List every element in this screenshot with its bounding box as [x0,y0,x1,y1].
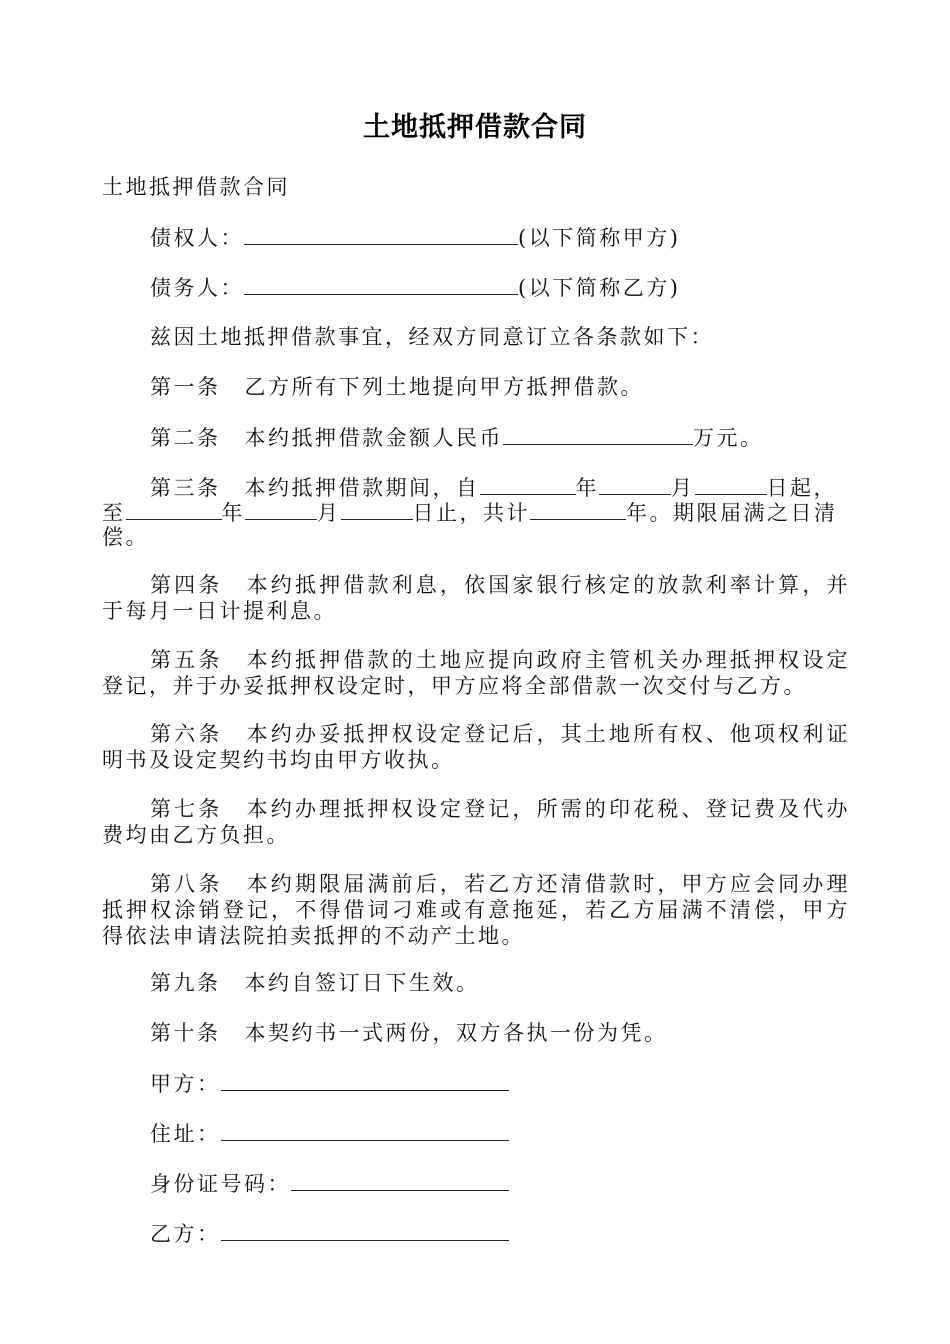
article-5: 第五条 本约抵押借款的土地应提向政府主管机关办理抵押权设定登记，并于办妥抵押权设定时，甲方应将全部借款一次交付与乙方。 [102,648,850,698]
address-label: 住址： [150,1122,221,1146]
article-10 [150,1020,850,1046]
creditor-label: 债权人： [150,226,244,250]
party-b-label: 乙方： [150,1222,221,1246]
end-day-blank[interactable] [341,499,413,520]
debtor-line [150,274,850,301]
article-4: 第四条 本约抵押借款利息，依国家银行核定的放款利率计算，并于每月一日计提利息。 [102,573,850,623]
creditor-suffix: (以下简称甲方) [518,226,681,250]
debtor-label: 债务人： [150,276,244,300]
article-2-text: 本约抵押借款金额人民币 [244,426,503,450]
start-month-blank[interactable] [599,474,671,495]
article-7: 第七条 本约办理抵押权设定登记，所需的印花税、登记费及代办费均由乙方负担。 [102,797,850,847]
creditor-blank[interactable] [244,224,518,245]
end-month-blank[interactable] [245,499,317,520]
article-3-text: 本约抵押借款期间，自 [244,476,480,500]
article-1-text: 乙方所有下列土地提向甲方抵押借款。 [244,375,644,399]
article-9-text: 本约自签订日下生效。 [244,971,480,995]
document-title: 土地抵押借款合同 [363,112,587,143]
article-2 [150,424,850,451]
article-3-year: 年 [575,476,599,500]
article-2-unit: 万元。 [693,426,764,450]
creditor-line [150,224,850,251]
party-a-line [150,1070,850,1097]
article-1-number: 第一条 [150,375,221,399]
id-number-blank[interactable] [291,1170,509,1191]
article-3-line-3: 偿。 [102,525,149,549]
debtor-blank[interactable] [244,274,518,295]
document-subtitle: 土地抵押借款合同 [102,175,290,199]
article-10-text: 本契约书一式两份，双方各执一份为凭。 [244,1021,668,1045]
article-9 [150,970,850,996]
party-b-blank[interactable] [221,1220,509,1241]
debtor-suffix: (以下简称乙方) [518,276,681,300]
end-year-blank[interactable] [126,499,222,520]
intro-text: 兹因土地抵押借款事宜，经双方同意订立各条款如下： [150,325,714,349]
article-3-to: 至 [102,501,126,525]
address-blank[interactable] [221,1120,509,1141]
article-9-number: 第九条 [150,971,221,995]
total-years-blank[interactable] [530,499,626,520]
id-number-line [150,1170,850,1197]
start-day-blank[interactable] [695,474,767,495]
start-year-blank[interactable] [480,474,576,495]
article-1 [150,374,850,400]
article-3-month: 月 [671,476,695,500]
article-3-number: 第三条 [150,476,221,500]
party-a-blank[interactable] [221,1070,509,1091]
article-3-line-1 [150,474,850,501]
amount-blank[interactable] [503,424,693,445]
article-6: 第六条 本约办妥抵押权设定登记后，其土地所有权、他项权利证明书及设定契约书均由甲方收执。 [102,722,850,772]
article-3-end-month-label: 月 [317,501,341,525]
party-a-label: 甲方： [150,1072,221,1096]
article-8: 第八条 本约期限届满前后，若乙方还清借款时，甲方应会同办理抵押权涂销登记，不得借词刁难或有意拖延，若乙方届满不清偿，甲方得依法申请法院拍卖抵押的不动产土地。 [102,872,850,948]
article-3-day-start: 日起， [766,476,837,500]
article-3-year-end: 年。期限届满之日清 [626,501,838,525]
article-3-day-end: 日止，共计 [412,501,530,525]
address-line [150,1120,850,1147]
article-3-end-year-label: 年 [221,501,245,525]
id-number-label: 身份证号码： [150,1172,291,1196]
party-b-line [150,1220,850,1247]
article-10-number: 第十条 [150,1021,221,1045]
article-3-line-2 [102,499,850,526]
article-2-number: 第二条 [150,426,221,450]
